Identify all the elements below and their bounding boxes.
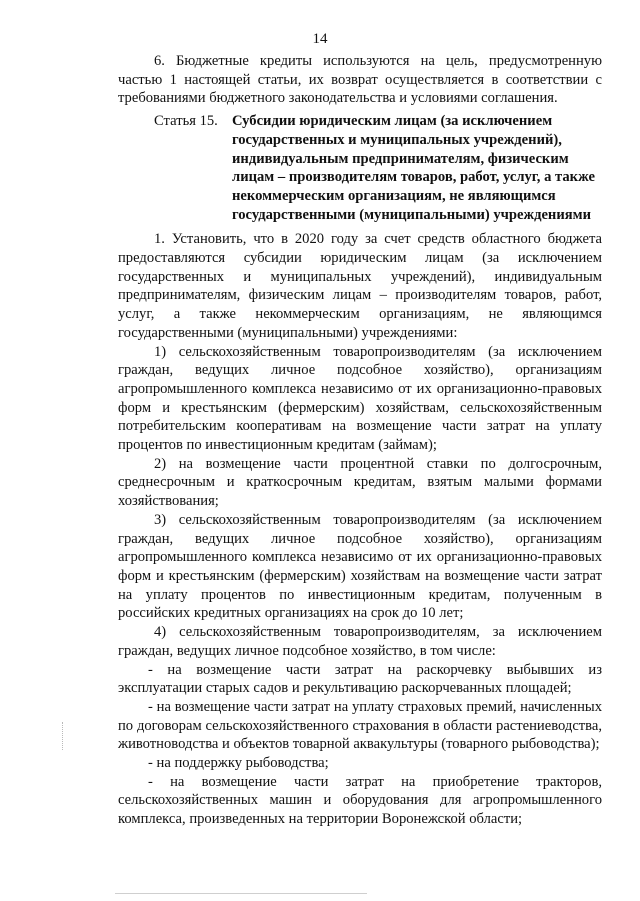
list-item-1: 1) сельскохозяйственным товаропроизводителям (за исключением граждан, ведущих личное подсобное хозяйство), организациям агропромышленного комплекса независимо от их организационно-правовых форм и крестьянским (фермерским) хозяйствам, сельскохозяйственным потребительским кооперативам на возмещение части затрат на уплату процентов по инвестиционным кредитам (займам); — [118, 343, 602, 454]
list-item-3: 3) сельскохозяйственным товаропроизводителям (за исключением граждан, ведущих личное подсобное хозяйство), организациям агропромышленного комплекса независимо от их организационно-правовых форм и крестьянским (фермерским) хозяйствам на возмещение части затрат на уплату процентов по инвестиционным кредитам, полученным в российских кредитных организациях на срок до 10 лет; — [118, 511, 602, 622]
sub-item-2: - на возмещение части затрат на уплату страховых премий, начисленных по договорам сельскохозяйственного страхования в области растениеводства, животноводства и объектов товарной аквакультуры (товарного рыбоводства); — [118, 698, 602, 753]
paragraph-1: 1. Установить, что в 2020 году за счет средств областного бюджета предоставляются субсидии юридическим лицам (за исключением государственных и муниципальных учреждений), индивидуальным предпринимателям, физическим лицам – производителям товаров, работ, услуг, а также некоммерческим организациям, не являющимся государственными (муниципальными) учреждениями: — [118, 231, 602, 341]
scan-margin-mark — [62, 722, 64, 750]
sub-item-1: - на возмещение части затрат на раскорчевку выбывших из эксплуатации старых садов и рекультивацию раскорчеванных площадей; — [118, 661, 602, 697]
paragraph-6: 6. Бюджетные кредиты используются на цель, предусмотренную частью 1 настоящей статьи, их возврат осуществляется в соответствии с требованиями бюджетного законодательства и условиями соглашения. — [118, 53, 602, 107]
sub-item-3: - на поддержку рыбоводства; — [148, 755, 329, 772]
document-body — [118, 52, 602, 829]
page-number: 14 — [312, 31, 328, 47]
article-number: Статья 15. — [154, 113, 218, 130]
list-item-4: 4) сельскохозяйственным товаропроизводителям, за исключением граждан, ведущих личное подсобное хозяйство, в том числе: — [118, 624, 602, 659]
article-title: Субсидии юридическим лицам (за исключением государственных и муниципальных учреждений), индивидуальным предпринимателям, физическим лицам – производителям товаров, работ, услуг, а также некоммерческим организациям, не являющимся государственными (муниципальными) учреждениями — [232, 113, 595, 223]
article-heading — [118, 112, 602, 224]
list-item-2: 2) на возмещение части процентной ставки по долгосрочным, среднесрочным и краткосрочным кредитам, взятым малыми формами хозяйствования; — [118, 455, 602, 510]
footer-rule — [115, 893, 367, 894]
sub-item-4: - на возмещение части затрат на приобретение тракторов, сельскохозяйственных машин и оборудования для агропромышленного комплекса, произведенных на территории Воронежской области; — [118, 773, 602, 828]
